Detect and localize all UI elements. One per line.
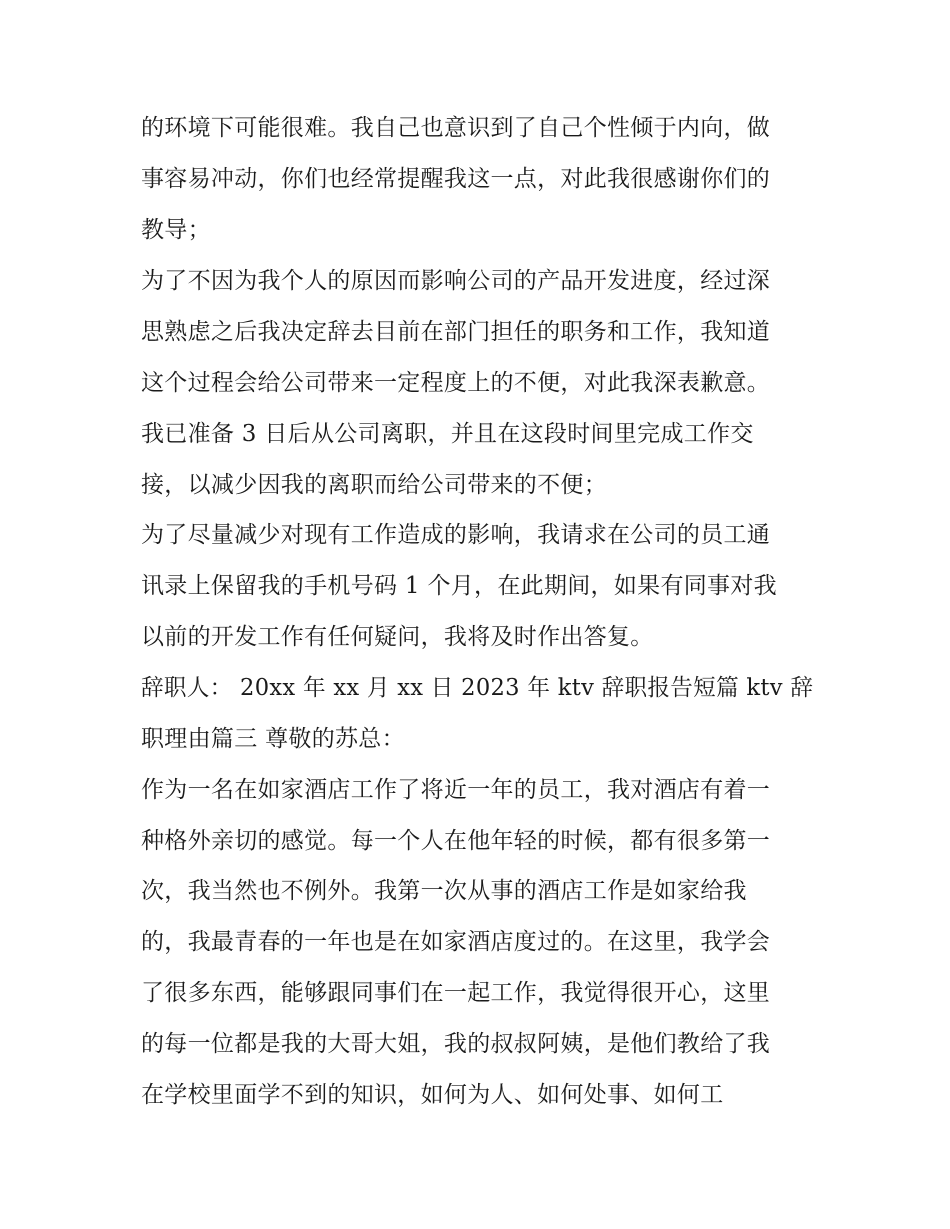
text-line: 为了不因为我个人的原因而影响公司的产品开发进度，经过深 — [141, 268, 771, 294]
text-line: 思熟虑之后我决定辞去目前在部门担任的职务和工作，我知道 — [141, 319, 771, 345]
text-line: 我已准备 3 日后从公司离职，并且在这段时间里完成工作交 — [141, 421, 754, 447]
text-line: 讯录上保留我的手机号码 1 个月，在此期间，如果有同事对我 — [141, 573, 777, 599]
text-line: 为了尽量减少对现有工作造成的影响，我请求在公司的员工通 — [141, 522, 771, 548]
text-line: 的每一位都是我的大哥大姐，我的叔叔阿姨，是他们教给了我 — [141, 1031, 771, 1057]
text-line: 职理由篇三 尊敬的苏总： — [141, 726, 405, 752]
text-line: 了很多东西，能够跟同事们在一起工作，我觉得很开心，这里 — [141, 980, 771, 1006]
text-line: 在学校里面学不到的知识，如何为人、如何处事、如何工 — [141, 1082, 724, 1108]
text-line: 以前的开发工作有任何疑问，我将及时作出答复。 — [141, 624, 654, 650]
text-line: 这个过程会给公司带来一定程度上的不便，对此我深表歉意。 — [141, 370, 771, 396]
text-line: 接，以减少因我的离职而给公司带来的不便； — [141, 472, 607, 498]
text-line: 辞职人： 20xx 年 xx 月 xx 日 2023 年 ktv 辞职报告短篇 ktv 辞 — [141, 675, 814, 701]
text-line: 的，我最青春的一年也是在如家酒店度过的。在这里，我学会 — [141, 929, 771, 955]
text-line: 种格外亲切的感觉。每一个人在他年轻的时候，都有很多第一 — [141, 828, 771, 854]
text-line: 次，我当然也不例外。我第一次从事的酒店工作是如家给我 — [141, 878, 747, 904]
text-line: 的环境下可能很难。我自己也意识到了自己个性倾于内向，做 — [141, 115, 771, 141]
text-line: 作为一名在如家酒店工作了将近一年的员工，我对酒店有着一 — [141, 777, 771, 803]
text-line: 事容易冲动，你们也经常提醒我这一点，对此我很感谢你们的 — [141, 166, 771, 192]
text-line: 教导； — [141, 217, 211, 243]
